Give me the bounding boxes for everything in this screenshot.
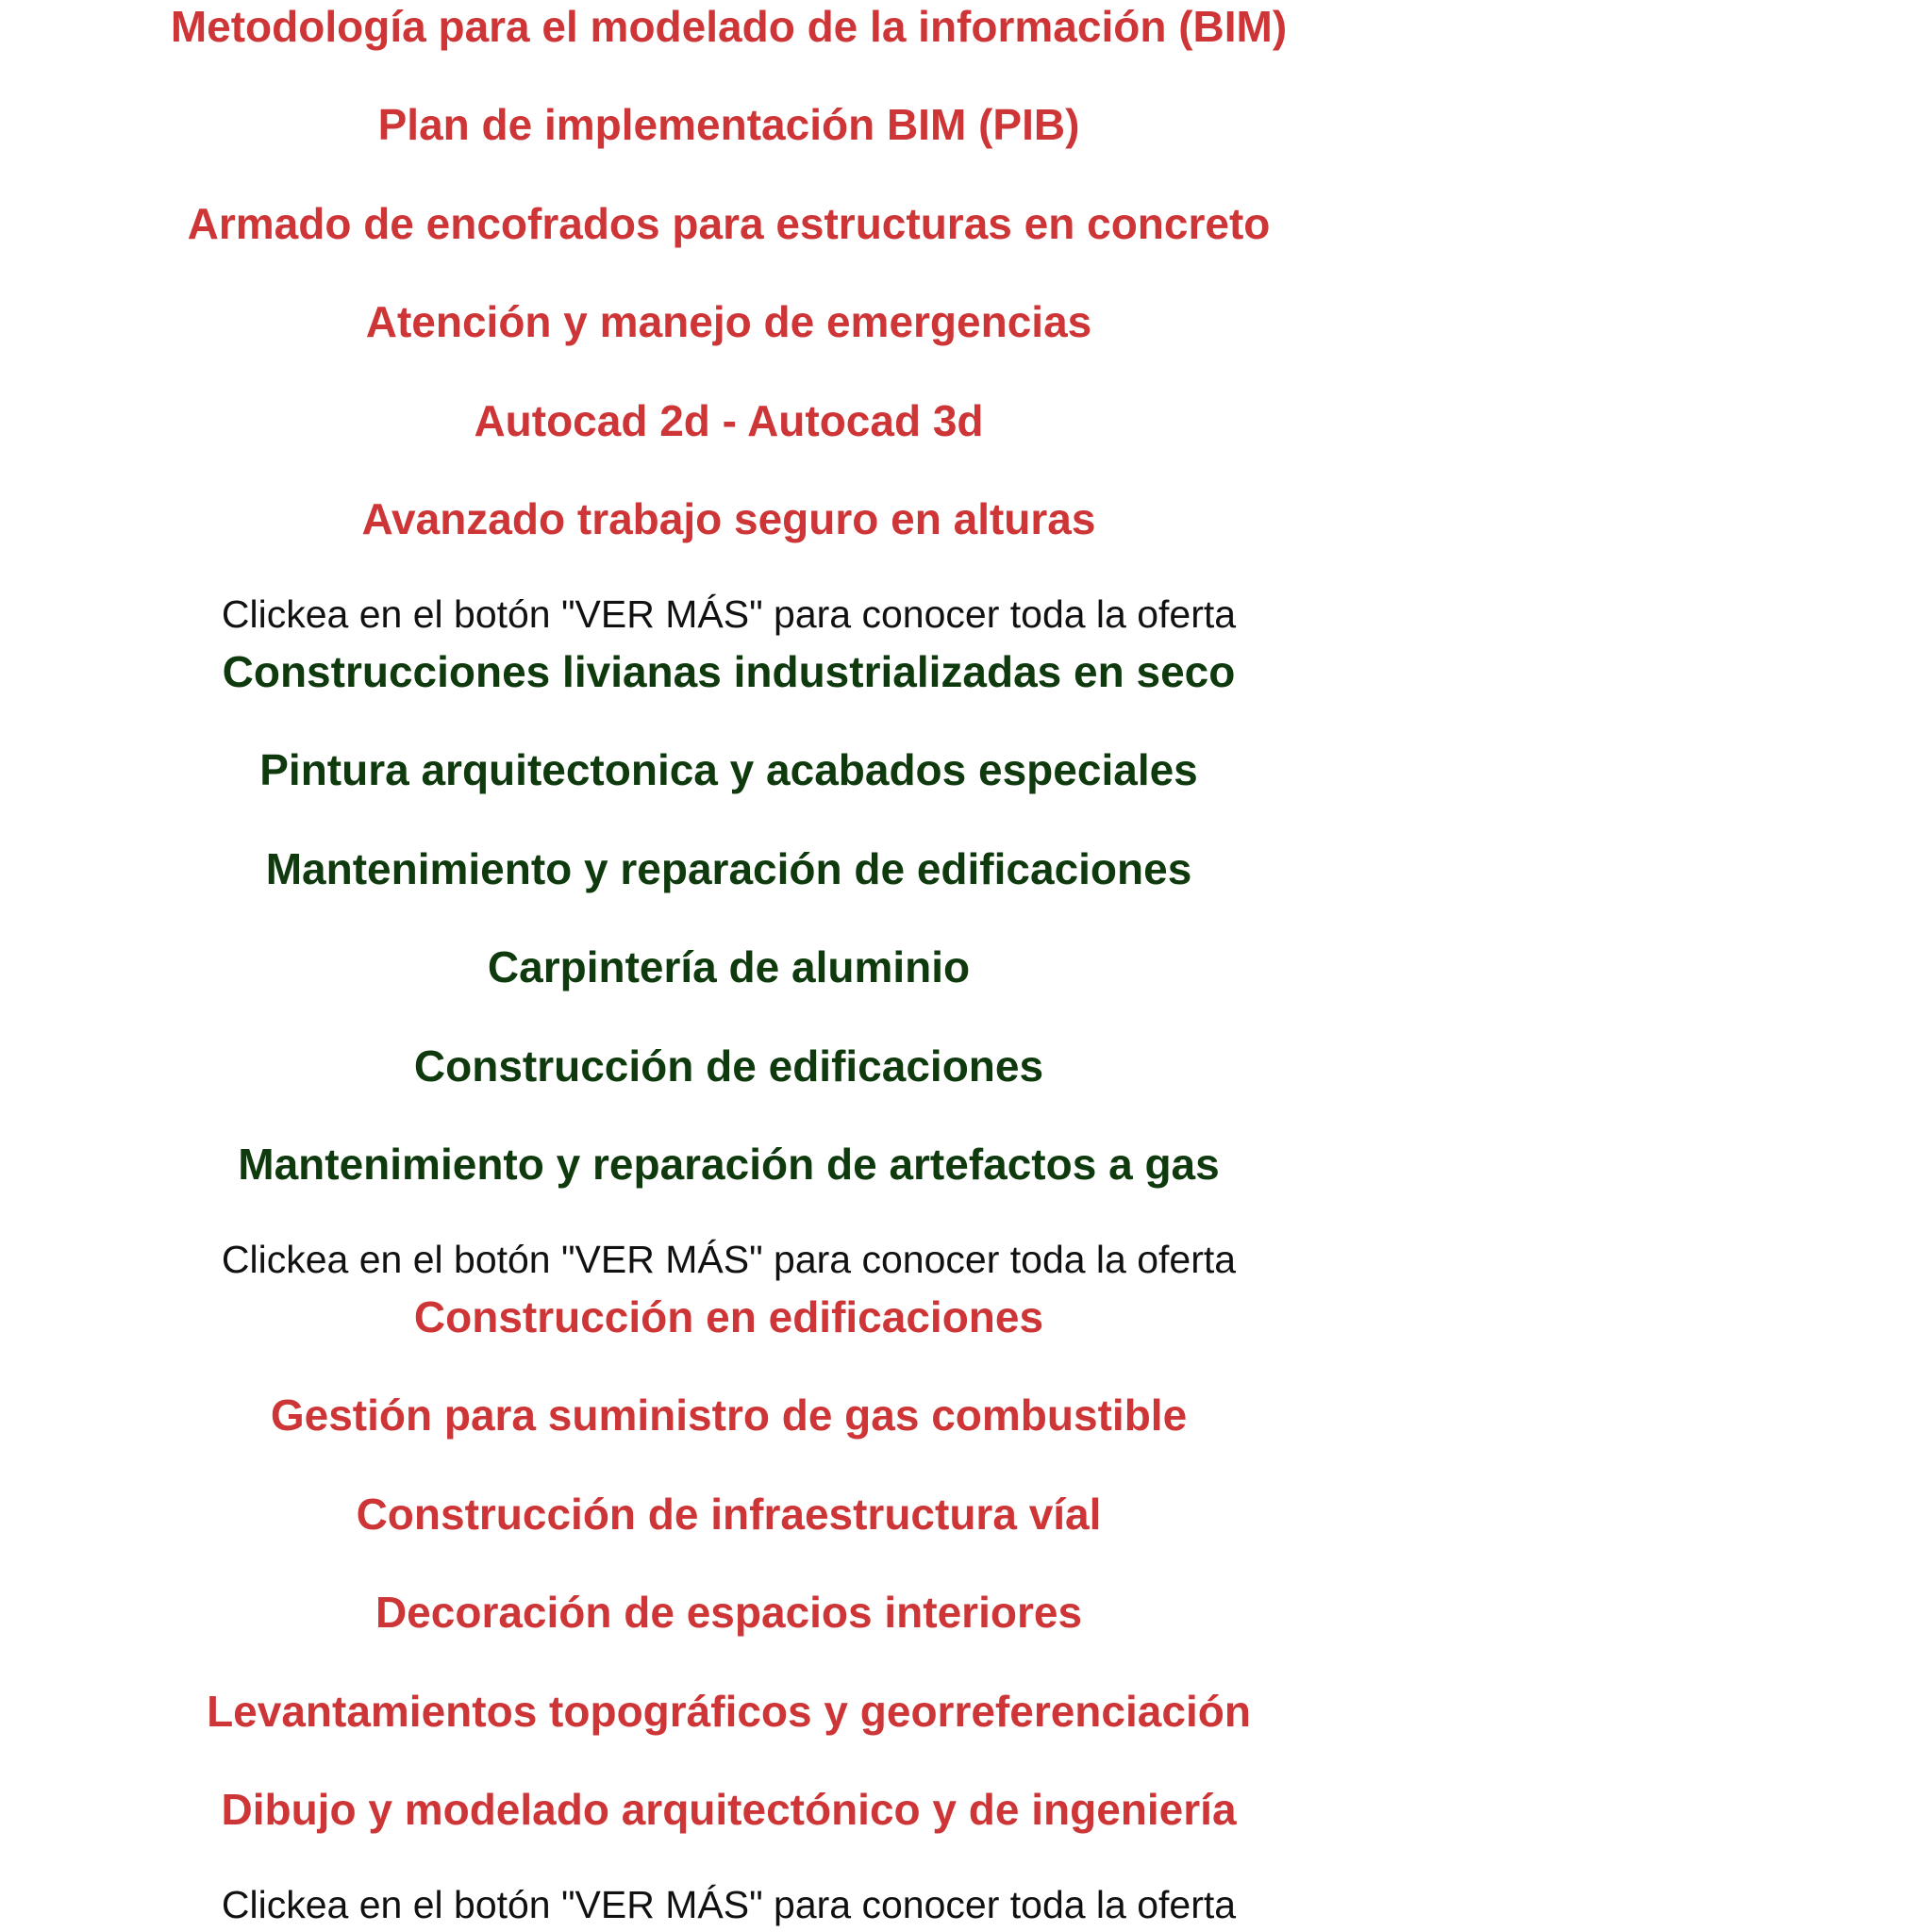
- course-item[interactable]: Construcciones livianas industrializadas en seco: [222, 647, 1236, 696]
- course-item[interactable]: Construcción de edificaciones: [413, 1041, 1044, 1091]
- course-item[interactable]: Dibujo y modelado arquitectónico y de ingeniería: [221, 1785, 1237, 1834]
- ver-mas-note: Clickea en el botón "VER MÁS" para conocer toda la oferta: [221, 1883, 1237, 1926]
- course-item[interactable]: Decoración de espacios interiores: [375, 1588, 1083, 1637]
- course-item[interactable]: Metodología para el modelado de la información (BIM): [170, 2, 1288, 51]
- course-item[interactable]: Avanzado trabajo seguro en alturas: [361, 494, 1096, 543]
- ver-mas-note: Clickea en el botón "VER MÁS" para conocer toda la oferta: [221, 592, 1237, 636]
- course-item[interactable]: Gestión para suministro de gas combustible: [270, 1391, 1188, 1440]
- course-item[interactable]: Construcción en edificaciones: [413, 1292, 1044, 1341]
- course-item[interactable]: Pintura arquitectonica y acabados especiales: [259, 745, 1198, 794]
- course-item[interactable]: Construcción de infraestructura víal: [356, 1490, 1102, 1539]
- course-item[interactable]: Levantamientos topográficos y georreferenciación: [207, 1687, 1251, 1736]
- course-item[interactable]: Atención y manejo de emergencias: [365, 297, 1092, 346]
- ver-mas-note: Clickea en el botón "VER MÁS" para conocer toda la oferta: [221, 1238, 1237, 1281]
- course-item[interactable]: Mantenimiento y reparación de edificaciones: [265, 844, 1192, 893]
- course-item[interactable]: Plan de implementación BIM (PIB): [377, 100, 1080, 149]
- course-item[interactable]: Mantenimiento y reparación de artefactos a gas: [238, 1140, 1220, 1189]
- course-item[interactable]: Carpintería de aluminio: [487, 942, 971, 991]
- course-item[interactable]: Autocad 2d - Autocad 3d: [474, 396, 984, 445]
- course-item[interactable]: Armado de encofrados para estructuras en concreto: [187, 199, 1271, 248]
